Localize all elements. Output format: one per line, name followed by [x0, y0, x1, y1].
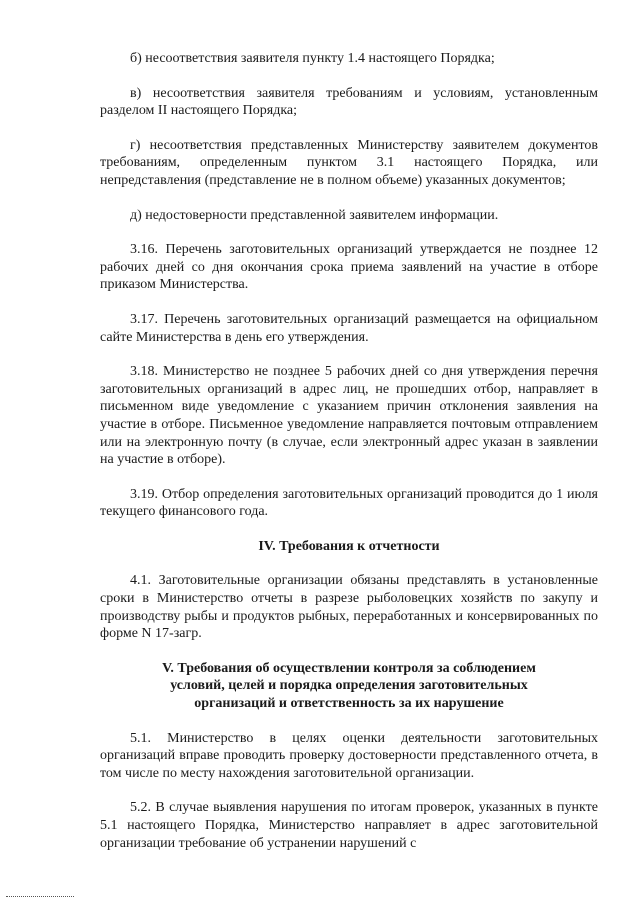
footnote-divider — [6, 896, 74, 897]
section-heading-5-line-1: V. Требования об осуществлении контроля за соблюдением — [162, 660, 536, 676]
paragraph-3-16: 3.16. Перечень заготовительных организаций утверждается не позднее 12 рабочих дней со дня окончания срока приема заявлений на участие в отборе приказом Министерства. — [100, 242, 598, 293]
section-heading-5-line-3: организаций и ответственность за их нарушение — [194, 696, 504, 712]
paragraph-item-g: г) несоответствия представленных Министерству заявителем документов требованиям, определенным пунктом 3.1 настоящего Порядка, или непредставления (представление не в полном объеме) указанных документов; — [100, 137, 598, 188]
paragraph-3-18: 3.18. Министерство не позднее 5 рабочих дней со дня утверждения перечня заготовительных организаций в адрес лиц, не прошедших отбор, направляет в письменном виде уведомление с указанием причин отклонения заявления на участие в отборе. Письменное уведомление направляется почтовым отправлением или на электронную почту (в случае, если электронный адрес указан в заявлении на участие в отборе). — [100, 364, 598, 468]
section-heading-4: IV. Требования к отчетности — [258, 538, 440, 554]
document-page — [100, 50, 598, 852]
paragraph-3-19: 3.19. Отбор определения заготовительных организаций проводится до 1 июля текущего финансового года. — [100, 486, 598, 520]
paragraph-5-1: 5.1. Министерство в целях оценки деятельности заготовительных организаций вправе проводить проверку достоверности представленного отчета, в том числе по месту нахождения заготовительной организации. — [100, 730, 598, 781]
section-heading-5-line-2: условий, целей и порядка определения заготовительных — [170, 678, 528, 694]
paragraph-item-v: в) несоответствия заявителя требованиям и условиям, установленным разделом II настоящего Порядка; — [100, 85, 598, 119]
paragraph-4-1: 4.1. Заготовительные организации обязаны представлять в установленные сроки в Министерство отчеты в разрезе рыболовецких хозяйств по закупу и производству рыбы и продуктов рыбных, переработанных и консервированных по форме N 17-загр. — [100, 573, 598, 642]
paragraph-item-d: д) недостоверности представленной заявителем информации. — [130, 207, 499, 223]
paragraph-item-b: б) несоответствия заявителя пункту 1.4 настоящего Порядка; — [130, 51, 495, 66]
paragraph-3-17: 3.17. Перечень заготовительных организаций размещается на официальном сайте Министерства в день его утверждения. — [100, 311, 598, 345]
paragraph-5-2: 5.2. В случае выявления нарушения по итогам проверок, указанных в пункте 5.1 настоящего Порядка, Министерство направляет в адрес заготовительной организации требование об устранении нарушений с — [100, 800, 598, 851]
section-heading-5 — [100, 660, 598, 713]
